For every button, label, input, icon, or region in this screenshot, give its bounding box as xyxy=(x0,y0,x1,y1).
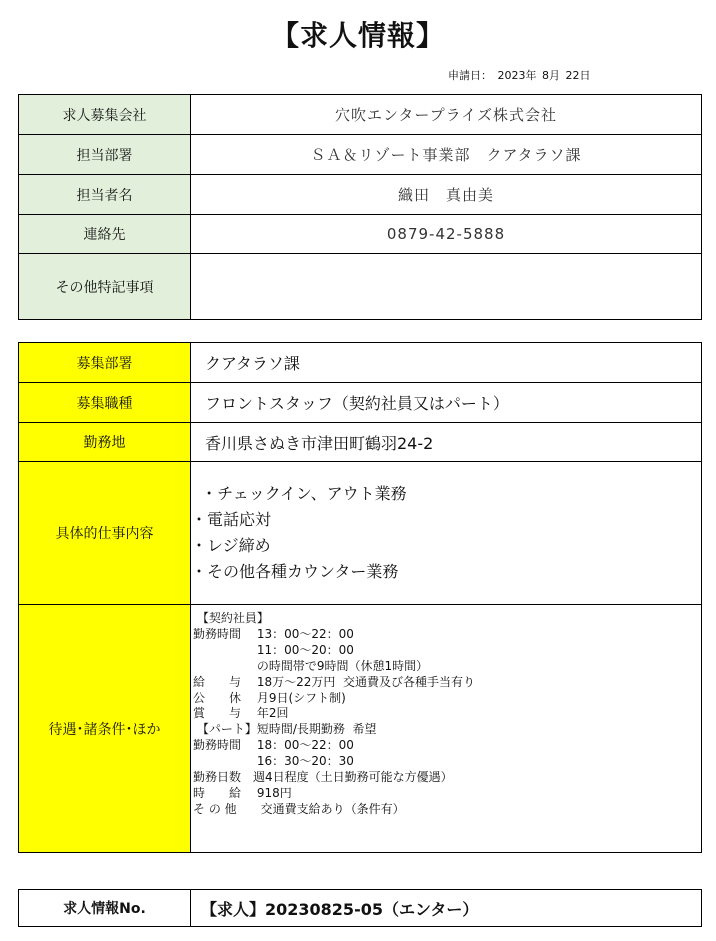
duty-item: ・レジ締め xyxy=(191,536,271,555)
department-value: ＳＡ＆リゾート事業部 クアタラソ課 xyxy=(191,135,702,175)
conditions-label: 待遇･諸条件･ほか xyxy=(19,605,191,853)
duty-item: ・電話応対 xyxy=(191,510,272,529)
condition-line: 公 休 月9日(シフト制) xyxy=(193,690,346,705)
request-date-month: 8月 xyxy=(542,69,560,82)
contact-person-label: 担当者名 xyxy=(19,175,191,215)
job-details-table xyxy=(18,342,702,853)
notes-row xyxy=(19,254,702,320)
request-date-year: 2023年 xyxy=(497,69,537,82)
position-label: 募集職種 xyxy=(19,383,191,423)
job-number-label: 求人情報No. xyxy=(19,890,191,927)
company-value: 穴吹エンタープライズ株式会社 xyxy=(191,95,702,135)
condition-line: 11：00～20：00 xyxy=(193,642,354,657)
location-row xyxy=(19,423,702,462)
company-row xyxy=(19,95,702,135)
department-label: 担当部署 xyxy=(19,135,191,175)
department-row xyxy=(19,135,702,175)
recruit-department-row xyxy=(19,343,702,383)
recruit-department-value: クアタラソ課 xyxy=(191,343,702,383)
notes-label: その他特記事項 xyxy=(19,254,191,320)
contact-person-value: 織田 真由美 xyxy=(191,175,702,215)
duties-list xyxy=(191,462,702,605)
location-value: 香川県さぬき市津田町鶴羽24-2 xyxy=(191,423,702,462)
request-date-label: 申請日： xyxy=(448,69,492,82)
location-label: 勤務地 xyxy=(19,423,191,462)
request-date xyxy=(448,67,593,83)
condition-line: 勤務日数 週4日程度（土日勤務可能な方優遇） xyxy=(193,770,453,785)
condition-line: 【契約社員】 xyxy=(193,611,269,625)
job-number-table xyxy=(18,889,702,927)
duties-label: 具体的仕事内容 xyxy=(19,462,191,605)
condition-line: 時 給 918円 xyxy=(193,785,292,800)
company-label: 求人募集会社 xyxy=(19,95,191,135)
position-value: フロントスタッフ（契約社員又はパート） xyxy=(191,383,702,423)
condition-line: 賞 与 年2回 xyxy=(193,706,289,721)
phone-value: 0879-42-5888 xyxy=(191,215,702,254)
conditions-row xyxy=(19,605,702,853)
condition-line: 勤務時間 13：00～22：00 xyxy=(193,626,354,641)
position-row xyxy=(19,383,702,423)
recruit-department-label: 募集部署 xyxy=(19,343,191,383)
condition-line: 【パート】短時間/長期勤務 希望 xyxy=(193,722,377,737)
conditions-list xyxy=(191,605,702,853)
condition-line: 16：30～20：30 xyxy=(193,754,354,769)
phone-row xyxy=(19,215,702,254)
phone-label: 連絡先 xyxy=(19,215,191,254)
contact-person-row xyxy=(19,175,702,215)
condition-line: の時間帯で9時間（休憩1時間） xyxy=(193,658,429,673)
condition-line: 勤務時間 18：00～22：00 xyxy=(193,738,354,753)
condition-line: 給 与 18万～22万円 交通費及び各種手当有り xyxy=(193,674,475,689)
duty-item: ・その他各種カウンター業務 xyxy=(191,562,399,581)
request-date-day: 22日 xyxy=(565,69,591,82)
company-info-table xyxy=(18,94,702,320)
page-title: 【求人情報】 xyxy=(270,19,445,52)
condition-line: そ の 他 交通費支給あり（条件有） xyxy=(193,801,405,816)
notes-value xyxy=(191,254,702,320)
job-number-row xyxy=(19,890,702,927)
duties-row xyxy=(19,462,702,605)
job-number-value: 【求人】20230825-05（エンター） xyxy=(191,890,702,927)
duty-item: ・チェックイン、アウト業務 xyxy=(191,484,407,503)
